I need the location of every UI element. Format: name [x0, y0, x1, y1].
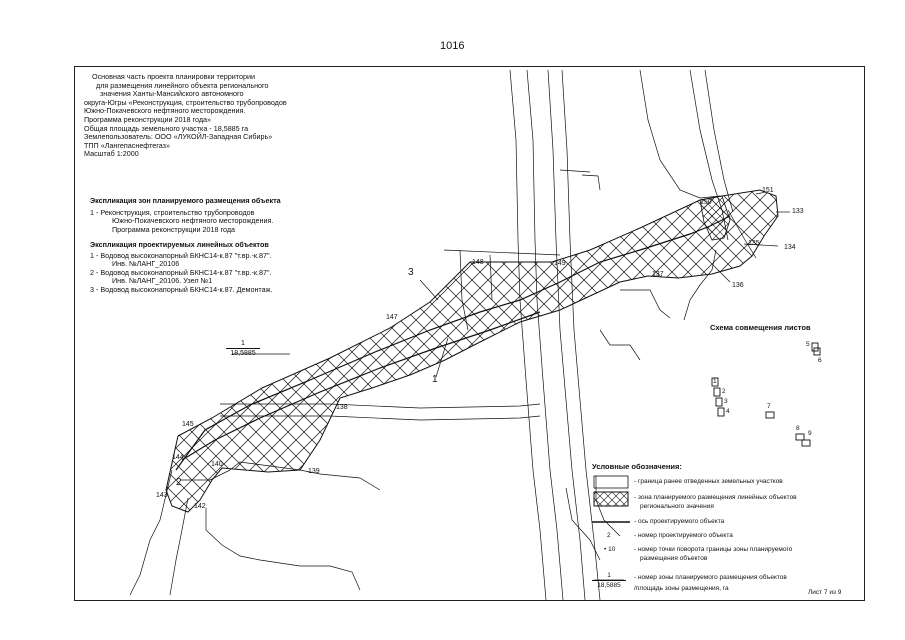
sheet-number: 7 [767, 403, 771, 410]
point-label-151: 151 [762, 187, 774, 194]
point-label-140: 140 [211, 461, 223, 468]
sheet-schema [712, 343, 820, 446]
point-label-138: 138 [336, 404, 348, 411]
title-line: Землепользователь: ООО «ЛУКОЙЛ-Западная Сибирь» [84, 132, 273, 142]
title-line: округа-Югры «Реконструкция, строительство трубопроводов [84, 97, 287, 107]
object-label-3: 3 [408, 267, 414, 278]
sheet-number: 1 [713, 378, 717, 385]
point-label-145: 145 [182, 421, 194, 428]
legend-fraction-den: 18,5885 [597, 582, 621, 589]
legend-text: - ось проектируемого объекта [634, 518, 725, 525]
explication-line: Программа реконструкции 2018 года [112, 224, 236, 234]
point-label-143: 143 [156, 492, 168, 499]
object-label-1: 1 [432, 374, 438, 385]
object-label-2: 2 [176, 477, 182, 488]
legend-item [634, 532, 733, 539]
explication-objects-heading: Экспликация проектируемых линейных объектов [90, 240, 269, 249]
legend-item [634, 574, 787, 592]
legend-item [634, 546, 792, 562]
legend-title: Условные обозначения: [592, 462, 682, 471]
sheet-number: 5 [806, 341, 810, 348]
legend-text: - номер точки поворота границы зоны планируемого [634, 546, 793, 553]
legend-item [634, 478, 783, 485]
point-label-149: 149 [554, 260, 566, 267]
explication-line: 1 - Водовод высоконапорный БКНС14-к.87 "т.вр.-к.87". [90, 250, 272, 260]
sheet-number: 4 [726, 408, 730, 415]
title-line: ТПП «Лангепаснефтегаз» [84, 140, 170, 150]
explication-line: 2 - Водовод высоконапорный БКНС14-к.87 "т.вр.-к.87". [90, 267, 272, 277]
point-label-139: 139 [308, 468, 320, 475]
title-line: Южно-Покачевского нефтяного месторождения. [84, 106, 246, 116]
sheet-number: 6 [818, 357, 822, 364]
legend-fraction-num: 1 [592, 571, 626, 581]
legend-text: - номер зоны планируемого размещения объектов [634, 574, 787, 581]
point-label-137: 137 [652, 271, 664, 278]
legend-text: размещения объектов [640, 555, 708, 562]
point-label-142: 142 [194, 503, 206, 510]
sheet-info: Лист 7 из 9 [808, 589, 842, 596]
legend-symbol-fraction [592, 571, 626, 590]
point-label-133: 133 [792, 208, 804, 215]
legend-text: регионального значения [640, 503, 714, 510]
point-label-148: 148 [472, 259, 484, 266]
legend-item [634, 518, 724, 525]
explication-line: Инв. №ЛАНГ_20106 [112, 259, 180, 269]
title-line: значения Ханты-Мансийского автономного [100, 89, 244, 99]
point-label-135: 135 [748, 240, 760, 247]
point-label-136: 136 [732, 282, 744, 289]
schema-title: Схема совмещения листов [710, 323, 811, 332]
title-line: Программа реконструкции 2018 года» [84, 114, 212, 124]
legend-symbol-number: 2 [607, 532, 611, 539]
legend-item [634, 494, 797, 510]
point-label-150: 150 [700, 199, 712, 206]
sheet-number: 9 [808, 430, 812, 437]
explication-zones-heading: Экспликация зон планируемого размещения объекта [90, 196, 281, 205]
legend-text: - номер проектируемого объекта [634, 532, 733, 539]
legend-text: - зона планируемого размещения линейных объектов [634, 494, 797, 501]
legend-symbols [592, 476, 630, 580]
page-number: 1016 [440, 40, 465, 52]
explication-line: 3 - Водовод высоконапорный БКНС14-к.87. Демонтаж. [90, 284, 273, 294]
title-line: Основная часть проекта планировки территории [92, 72, 255, 81]
title-line: Масштаб 1:2000 [84, 149, 139, 159]
point-label-144: 144 [172, 454, 184, 461]
sheet-number: 2 [722, 388, 726, 395]
sheet-number: 8 [796, 425, 800, 432]
title-line: Общая площадь земельного участка - 18,5885 га [84, 123, 249, 133]
sheet-number: 3 [724, 398, 728, 405]
explication-line: Инв. №ЛАНГ_20106. Узел №1 [112, 276, 213, 286]
legend-text: /площадь зоны размещения, га [634, 585, 729, 592]
zone-number: 1 [226, 339, 260, 349]
explication-line: 1 - Реконструкция, строительство трубопроводов [90, 207, 255, 217]
point-label-134: 134 [784, 244, 796, 251]
legend-symbol-point: • 10 [604, 546, 616, 553]
explication-line: Южно-Покачевского нефтяного месторождения. [112, 216, 274, 226]
title-line: для размещения линейного объекта регионального [96, 80, 269, 90]
point-label-147: 147 [386, 314, 398, 321]
zone-fraction-label [226, 339, 260, 358]
zone-area: 18,5885 [230, 350, 256, 357]
legend-text: - граница ранее отведенных земельных участков [634, 478, 783, 485]
